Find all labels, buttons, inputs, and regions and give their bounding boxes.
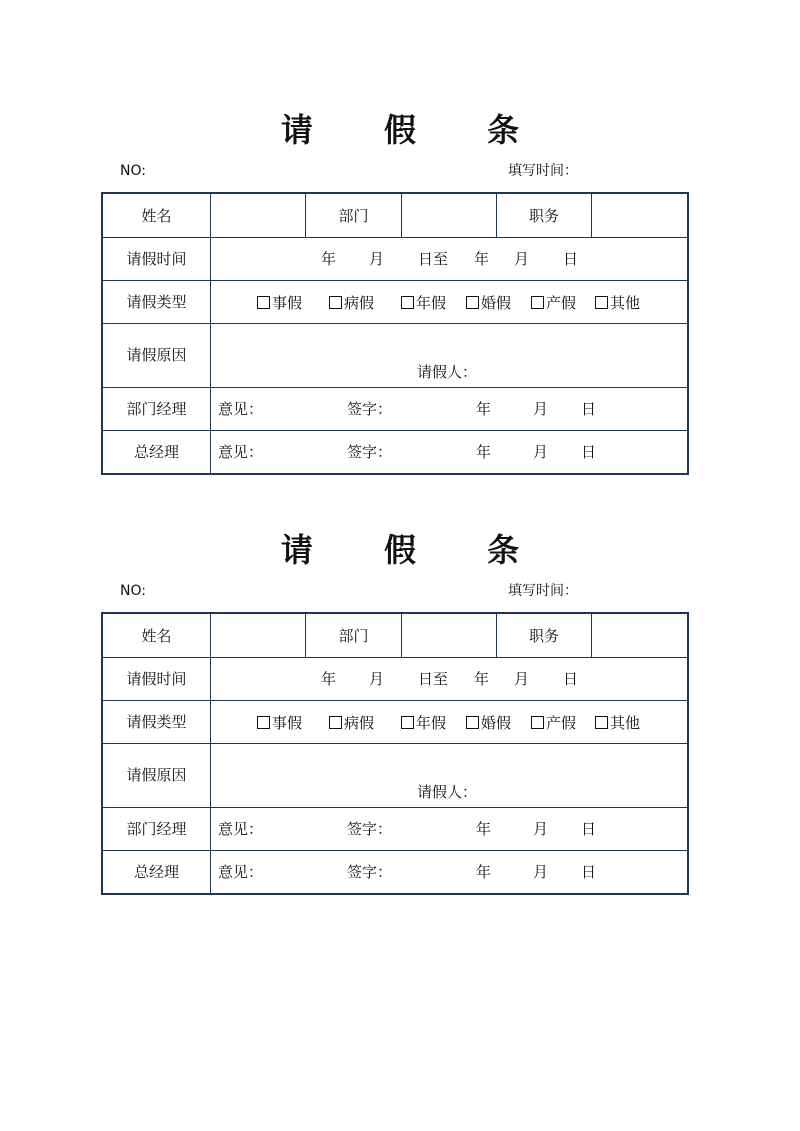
dept-manager-label: 部门经理 [126,400,187,418]
leave-type-maternity[interactable]: 产假 [531,293,576,313]
applicant-label: 请假人： [417,363,478,381]
checkbox-icon [466,716,479,729]
dept-year-label: 年 [476,400,492,418]
leave-type-annual[interactable]: 年假 [401,293,446,313]
applicant-label: 请假人： [417,783,478,801]
dept-day-label: 日 [581,820,597,838]
end-month-label: 月 [514,250,530,268]
position-label: 职务 [528,627,559,645]
leave-type-marriage[interactable]: 婚假 [466,293,511,313]
end-day-label: 日 [563,250,579,268]
end-day-label: 日 [563,670,579,688]
checkbox-icon [595,716,608,729]
leave-table [101,192,689,475]
no-label: NO: [120,163,146,179]
gm-day-label: 日 [581,443,597,461]
dept-opinion-label: 意见： [218,400,264,418]
position-field[interactable] [592,206,687,226]
position-field[interactable] [592,626,687,646]
dept-sign-label: 签字： [347,820,393,838]
dept-month-label: 月 [533,400,549,418]
leave-type-annual[interactable]: 年假 [401,713,446,733]
checkbox-icon [257,716,270,729]
name-field[interactable] [211,626,305,646]
checkbox-icon [401,296,414,309]
row-divider [103,387,687,388]
gm-opinion-label: 意见： [218,443,264,461]
department-label: 部门 [338,627,369,645]
name-label: 姓名 [141,627,172,645]
dept-opinion-label: 意见： [218,820,264,838]
form-title: 请 假 条 [280,111,550,149]
checkbox-icon [531,296,544,309]
fill-time-label: 填写时间： [508,583,578,599]
leave-type-label: 请假类型 [126,713,187,731]
gm-opinion-label: 意见： [218,863,264,881]
gm-sign-label: 签字： [347,863,393,881]
reason-field[interactable] [211,324,687,362]
department-field[interactable] [402,626,496,646]
end-month-label: 月 [514,670,530,688]
leave-table [101,612,689,895]
row-divider [103,700,687,701]
checkbox-icon [329,296,342,309]
start-month-label: 月 [369,250,385,268]
dept-month-label: 月 [533,820,549,838]
position-label: 职务 [528,207,559,225]
checkbox-icon [329,716,342,729]
department-label: 部门 [338,207,369,225]
department-field[interactable] [402,206,496,226]
dept-manager-label: 部门经理 [126,820,187,838]
row-divider [103,850,687,851]
checkbox-icon [595,296,608,309]
start-year-label: 年 [321,250,337,268]
gm-year-label: 年 [476,863,492,881]
leave-type-label: 请假类型 [126,293,187,311]
reason-label: 请假原因 [126,766,187,784]
gm-label: 总经理 [133,443,179,461]
leave-type-sick[interactable]: 病假 [329,713,374,733]
leave-type-personal[interactable]: 事假 [257,293,302,313]
start-month-label: 月 [369,670,385,688]
row-divider [103,280,687,281]
no-label: NO: [120,583,146,599]
start-day-to-label: 日至 [418,670,449,688]
form-title: 请 假 条 [280,531,550,569]
start-day-to-label: 日至 [418,250,449,268]
dept-sign-label: 签字： [347,400,393,418]
dept-year-label: 年 [476,820,492,838]
gm-day-label: 日 [581,863,597,881]
gm-month-label: 月 [533,863,549,881]
leave-type-marriage[interactable]: 婚假 [466,713,511,733]
leave-time-label: 请假时间 [126,670,187,688]
leave-type-other[interactable]: 其他 [595,713,640,733]
leave-time-label: 请假时间 [126,250,187,268]
name-field[interactable] [211,206,305,226]
gm-year-label: 年 [476,443,492,461]
gm-month-label: 月 [533,443,549,461]
name-label: 姓名 [141,207,172,225]
leave-type-personal[interactable]: 事假 [257,713,302,733]
gm-label: 总经理 [133,863,179,881]
reason-field[interactable] [211,744,687,782]
checkbox-icon [531,716,544,729]
gm-sign-label: 签字： [347,443,393,461]
start-year-label: 年 [321,670,337,688]
leave-type-other[interactable]: 其他 [595,293,640,313]
end-year-label: 年 [474,250,490,268]
row-divider [103,657,687,658]
leave-type-maternity[interactable]: 产假 [531,713,576,733]
reason-label: 请假原因 [126,346,187,364]
end-year-label: 年 [474,670,490,688]
dept-day-label: 日 [581,400,597,418]
row-divider [103,807,687,808]
row-divider [103,237,687,238]
leave-type-sick[interactable]: 病假 [329,293,374,313]
checkbox-icon [466,296,479,309]
checkbox-icon [401,716,414,729]
checkbox-icon [257,296,270,309]
row-divider [103,430,687,431]
fill-time-label: 填写时间： [508,163,578,179]
